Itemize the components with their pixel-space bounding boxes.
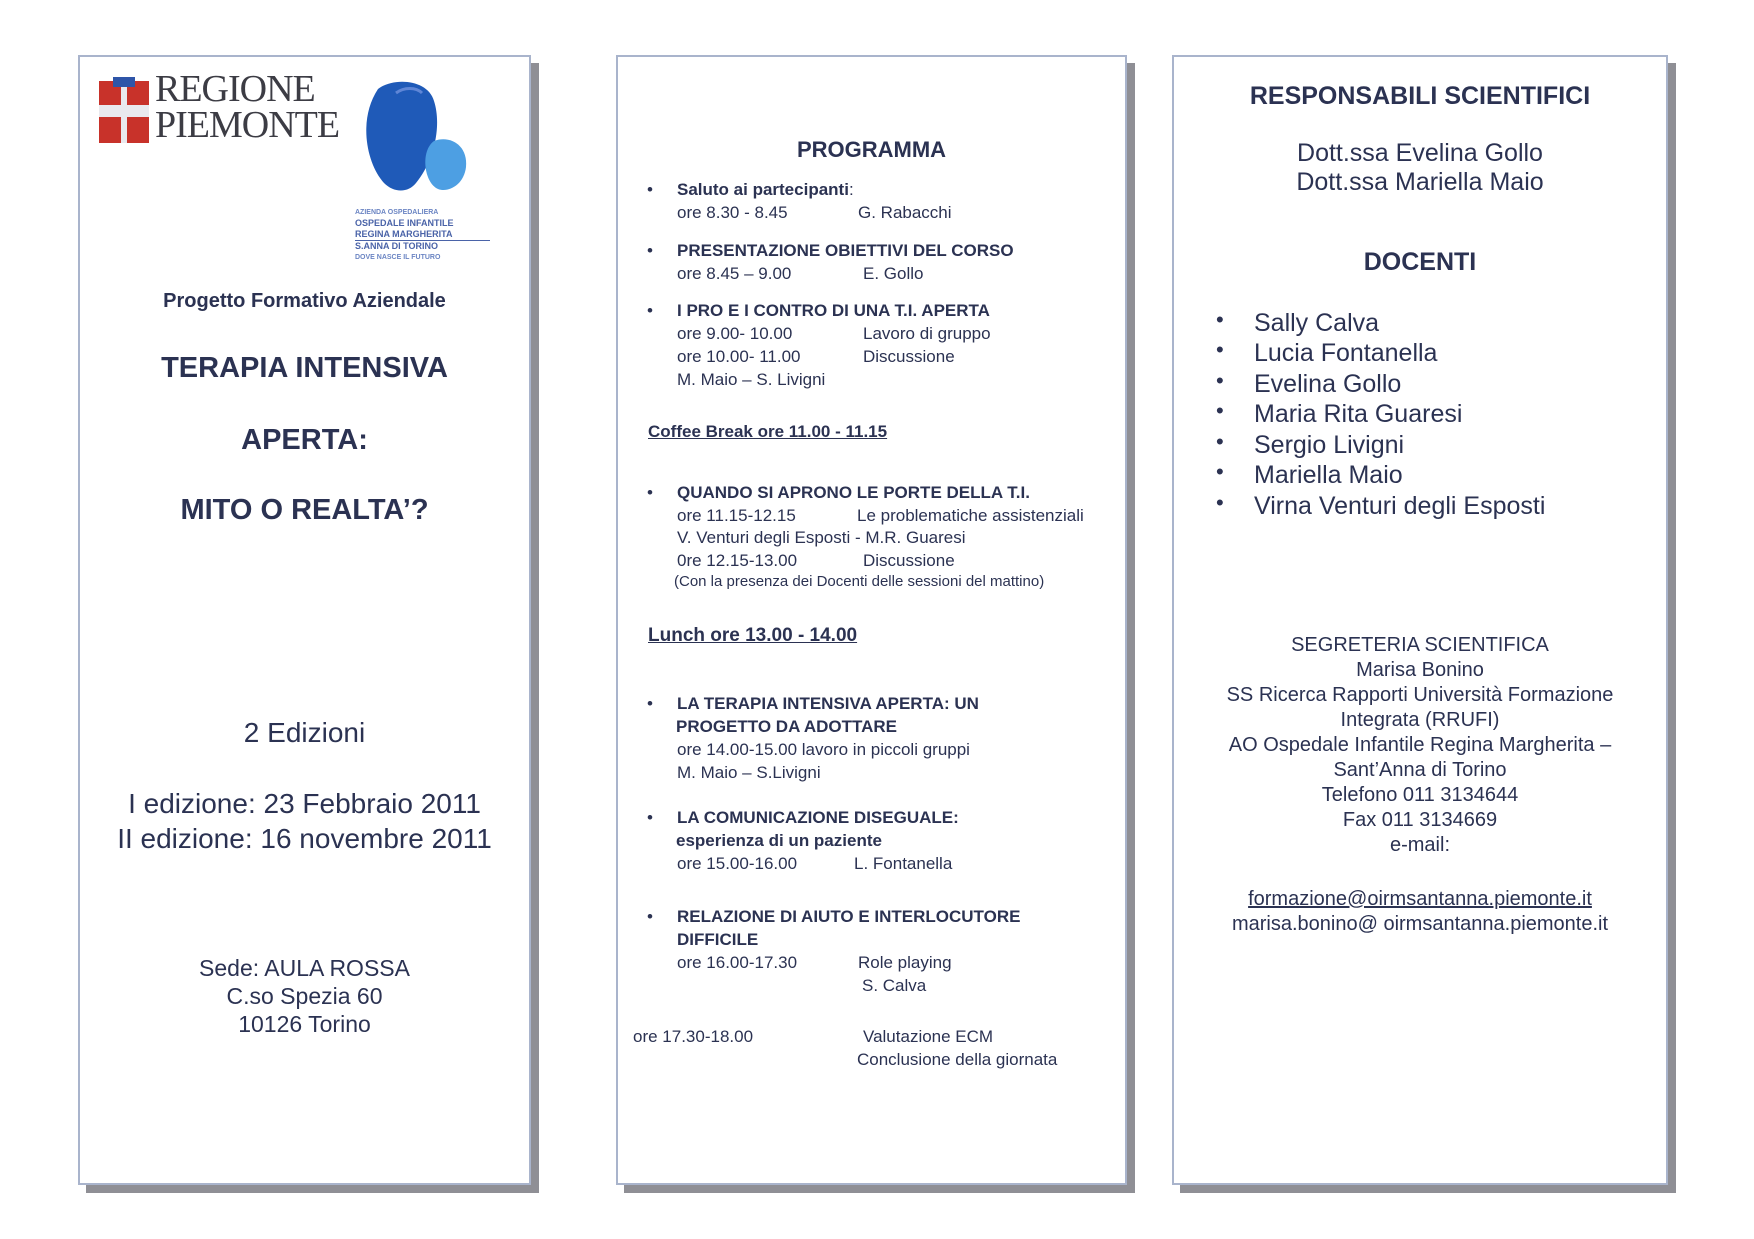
session-4-time-2: 0re 12.15-13.00 <box>677 551 798 570</box>
program-panel <box>616 55 1127 1185</box>
bullet: • <box>647 694 653 713</box>
session-1-speaker: G. Rabacchi <box>858 203 952 222</box>
faculty-panel: RESPONSABILI SCIENTIFICI Dott.ssa Evelina Gollo Dott.ssa Mariella Maio DOCENTI • Sally Calva • Lucia Fontanella • Evelina Gollo • Maria Rita Guaresi • Sergio Livigni • Mariella Maio • Virna Venturi degli Esposti SEGRETERIA SCIENTIFICA Marisa Bonino SS Ricerca Rapporti Università Formazione Integrata (RRUFI) AO Ospedale Infantile Regina Margherita – Sant’Anna di Torino Telefono 011 3134644 Fax 011 3134669 e-mail: formazione@oirmsantanna.piemonte.it marisa.bonino@ oirmsantanna.piemonte.it <box>1172 55 1668 1185</box>
session-3-speakers: M. Maio – S. Livigni <box>677 370 826 389</box>
bullet: • <box>647 301 653 320</box>
scientific-leads-names: Dott.ssa Evelina Gollo Dott.ssa Mariella Maio <box>1296 139 1544 196</box>
session-6-title-2: esperienza di un paziente <box>676 831 882 850</box>
session-2-speaker: E. Gollo <box>863 264 924 283</box>
session-6-speaker: L. Fontanella <box>854 854 953 873</box>
venue-address: Sede: AULA ROSSA C.so Spezia 60 10126 Torino <box>199 955 410 1037</box>
session-4-activity-1: Le problematiche assistenziali <box>857 506 1084 525</box>
session-7-activity: Role playing <box>858 953 952 972</box>
session-1-title: Saluto ai partecipanti: <box>677 180 854 199</box>
regione-piemonte-wordmark: REGIONE PIEMONTE <box>155 68 340 146</box>
session-2-title: PRESENTAZIONE OBIETTIVI DEL CORSO <box>677 241 1014 260</box>
session-5-speakers: M. Maio – S.Livigni <box>677 763 821 782</box>
title-line-1: TERAPIA INTENSIVA <box>161 352 448 384</box>
lunch-break: Lunch ore 13.00 - 14.00 <box>648 625 858 646</box>
scientific-secretariat: SEGRETERIA SCIENTIFICA Marisa Bonino SS Ricerca Rapporti Università Formazione Integrata (RRUFI) AO Ospedale Infantile Regina Margherita – Sant’Anna di Torino Telefono 011 3134644 Fax 011 3134669 e-mail: <box>1226 634 1614 856</box>
session-3-activity-1: Lavoro di gruppo <box>863 324 991 343</box>
bullet: • <box>647 483 653 502</box>
regione-piemonte-logo <box>97 68 340 151</box>
edition-1-date: I edizione: 23 Febbraio 2011 <box>128 788 481 819</box>
coffee-break: Coffee Break ore 11.00 - 11.15 <box>648 422 888 441</box>
bullet: • <box>647 180 653 199</box>
session-7-title-1: RELAZIONE DI AIUTO E INTERLOCUTORE <box>677 907 1021 926</box>
session-4-speakers: V. Venturi degli Esposti - M.R. Guaresi <box>677 528 966 547</box>
session-3-time-2: ore 10.00- 11.00 <box>677 347 801 366</box>
session-7-time: ore 16.00-17.30 <box>677 953 798 972</box>
session-5-time: ore 14.00-15.00 lavoro in piccoli gruppi <box>677 740 970 759</box>
closing-activity-2: Conclusione della giornata <box>857 1050 1058 1069</box>
title-line-2: APERTA: <box>241 424 368 456</box>
edition-2-date: II edizione: 16 novembre 2011 <box>117 823 492 854</box>
session-5-title-1: LA TERAPIA INTENSIVA APERTA: UN <box>677 694 979 713</box>
session-3-title: I PRO E I CONTRO DI UNA T.I. APERTA <box>677 301 990 320</box>
closing-activity-1: Valutazione ECM <box>863 1027 994 1046</box>
email-link-formazione[interactable]: formazione@oirmsantanna.piemonte.it <box>1248 888 1592 910</box>
session-4-time-1: ore 11.15-12.15 <box>677 506 796 525</box>
bullet: • <box>647 907 653 926</box>
session-6-time: ore 15.00-16.00 <box>677 854 798 873</box>
email-bonino: marisa.bonino@ oirmsantanna.piemonte.it <box>1231 913 1609 935</box>
session-7-speaker: S. Calva <box>862 976 927 995</box>
program-heading: PROGRAMMA <box>796 137 947 162</box>
closing-time: ore 17.30-18.00 <box>633 1027 754 1046</box>
title-line-3: MITO O REALTA’? <box>180 494 429 526</box>
session-3-time-1: ore 9.00- 10.00 <box>677 324 793 343</box>
session-4-activity-2: Discussione <box>863 551 955 570</box>
bullet: • <box>647 808 653 827</box>
cover-panel <box>78 55 531 1185</box>
scientific-leads-heading: RESPONSABILI SCIENTIFICI <box>1249 82 1591 110</box>
session-5-title-2: PROGETTO DA ADOTTARE <box>676 717 897 736</box>
session-7-title-2: DIFFICILE <box>677 930 759 949</box>
project-subtitle: Progetto Formativo Aziendale <box>163 290 446 312</box>
session-4-title: QUANDO SI APRONO LE PORTE DELLA T.I. <box>677 483 1030 502</box>
session-4-note: (Con la presenza dei Docenti delle sessioni del mattino) <box>674 573 1045 590</box>
session-1-time: ore 8.30 - 8.45 <box>677 203 788 222</box>
teachers-heading: DOCENTI <box>1363 248 1477 276</box>
editions-count: 2 Edizioni <box>243 717 366 748</box>
session-3-activity-2: Discussione <box>863 347 955 366</box>
hospital-logo-text: AZIENDA OSPEDALIERA OSPEDALE INFANTILE REGINA MARGHERITA S.ANNA DI TORINO DOVE NASCE IL FUTURO <box>355 207 490 263</box>
bullet: • <box>647 241 653 260</box>
piemonte-flag-icon <box>97 77 153 147</box>
session-6-title-1: LA COMUNICAZIONE DISEGUALE: <box>677 808 959 827</box>
session-2-time: ore 8.45 – 9.00 <box>677 264 792 283</box>
